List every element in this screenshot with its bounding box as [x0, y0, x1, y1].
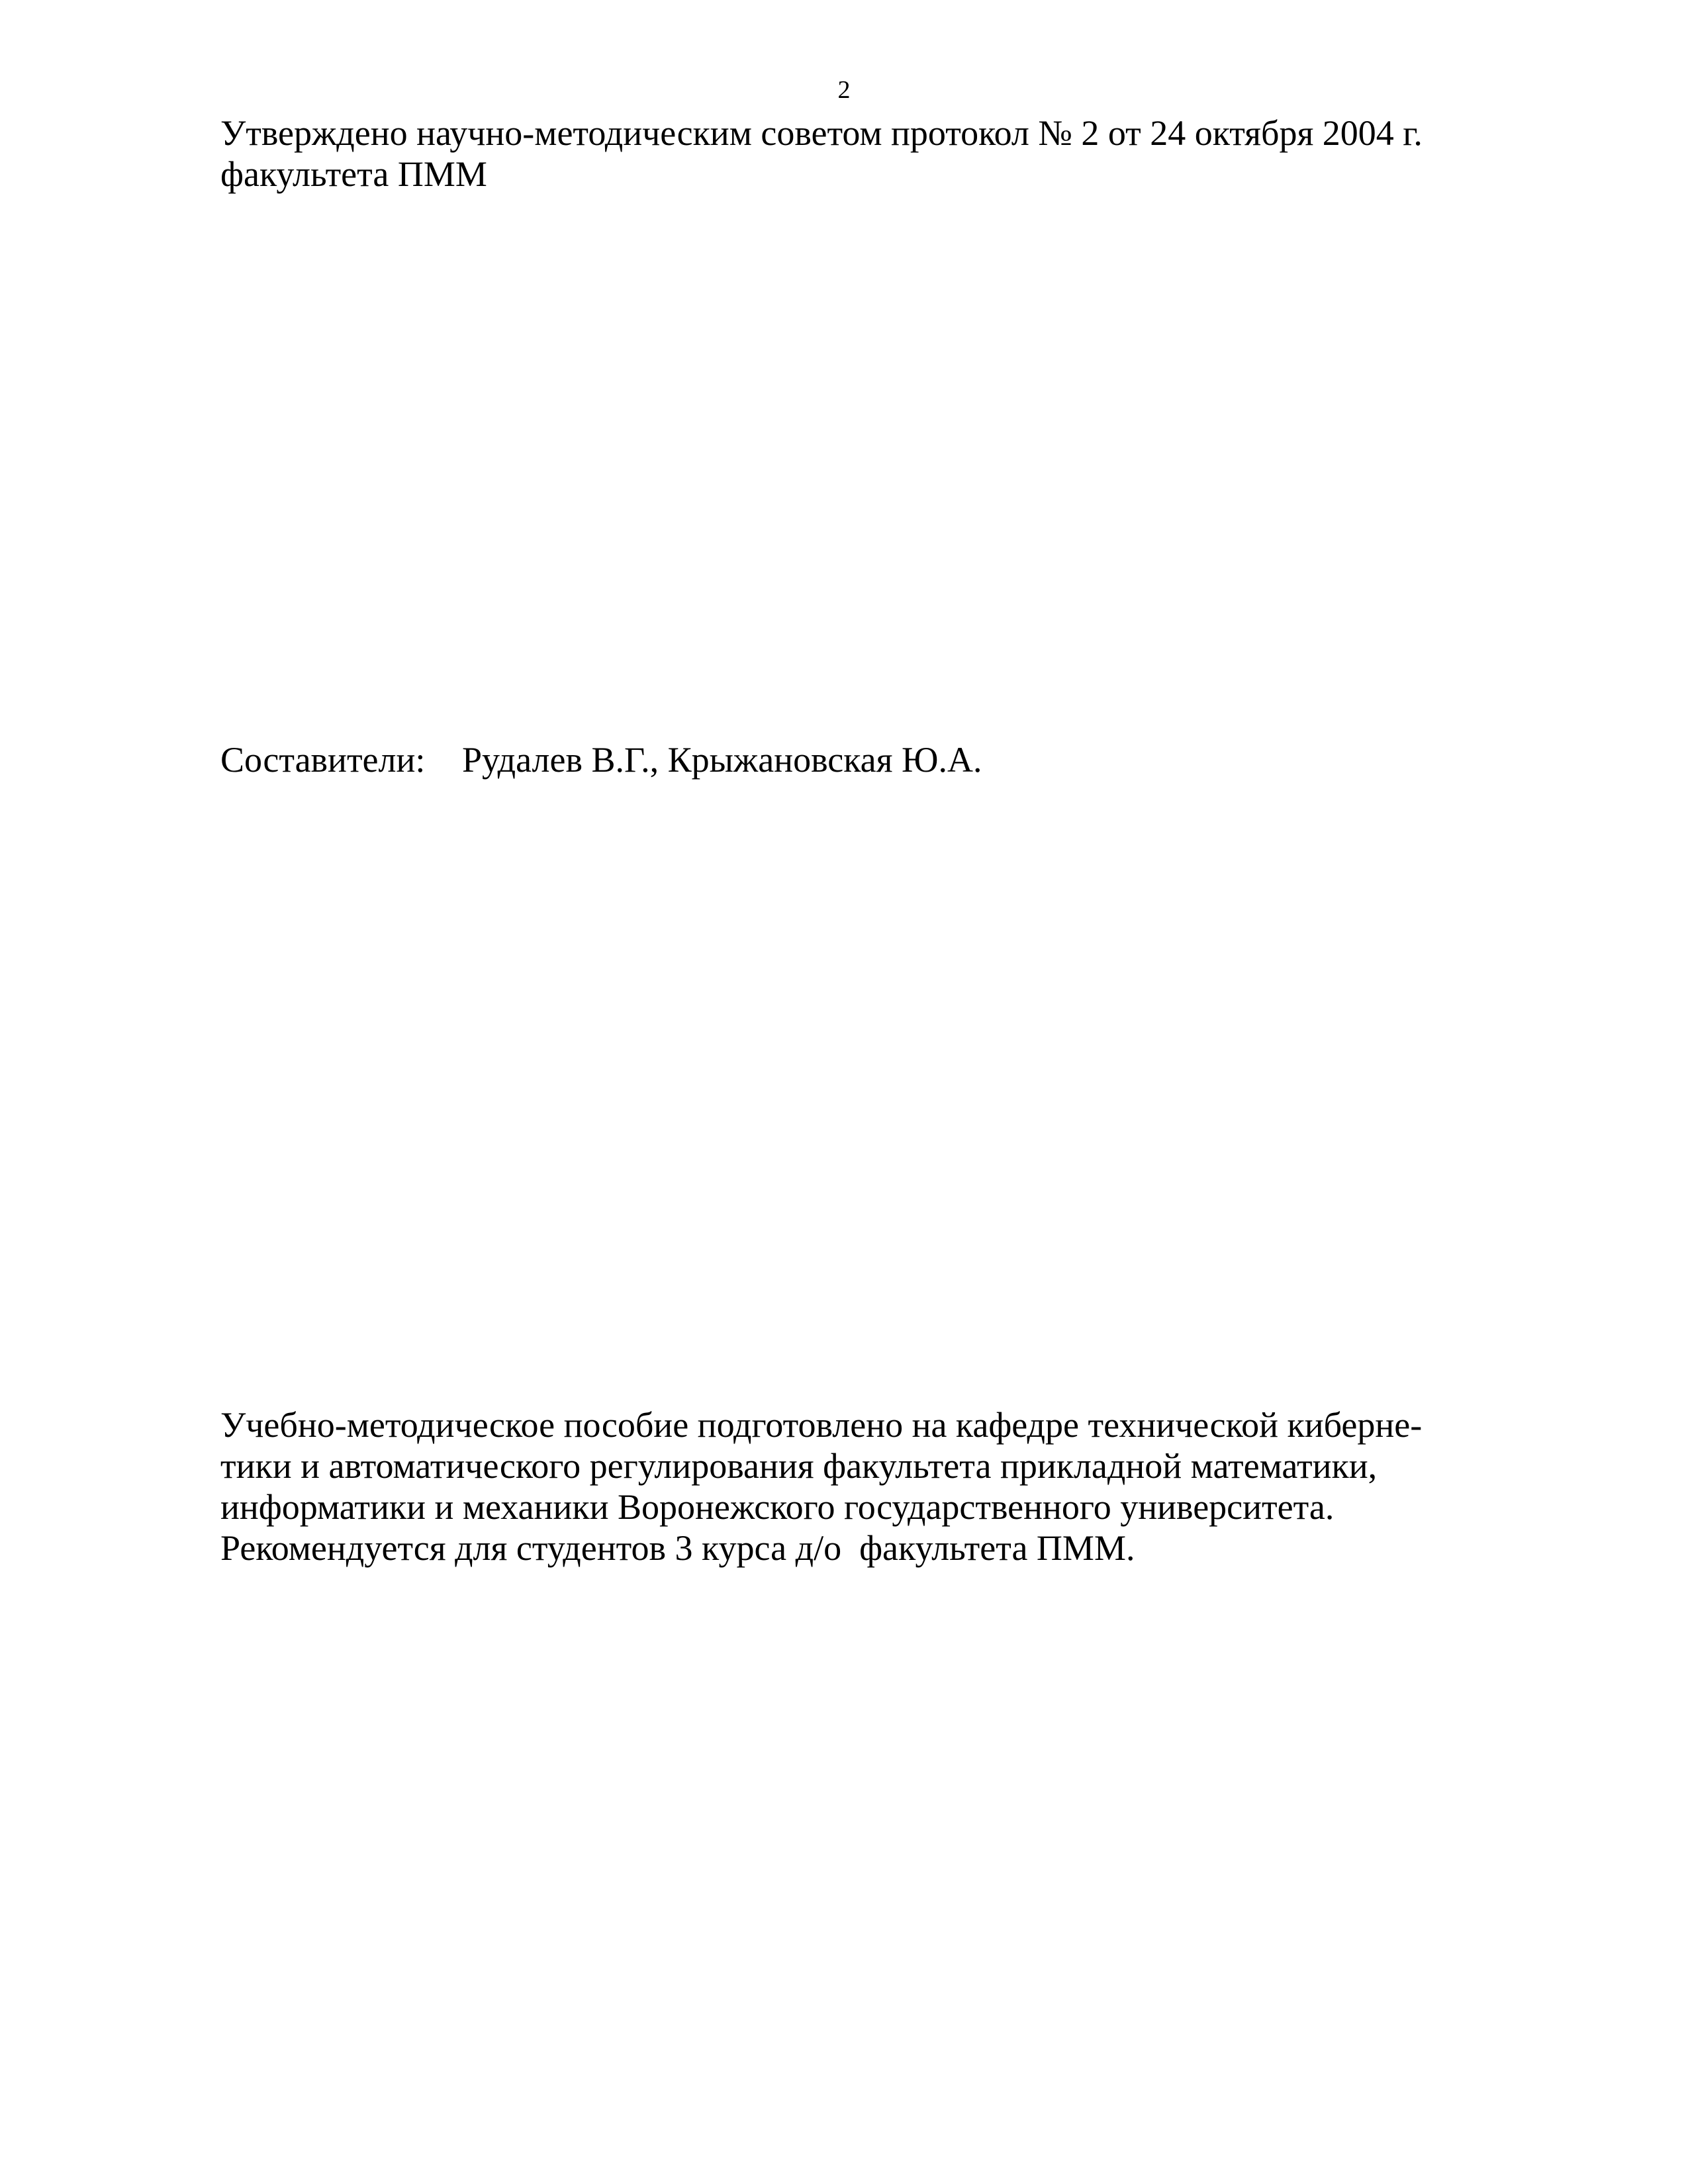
description-line: информатики и механики Воронежского государственного университета.: [220, 1487, 1335, 1527]
description-paragraph: [220, 1404, 1478, 1569]
compilers-names: Рудалев В.Г., Крыжановская Ю.А.: [462, 740, 982, 780]
description-line: Учебно-методическое пособие подготовлено на кафедре технической киберне-: [220, 1405, 1423, 1445]
description-line: тики и автоматического регулирования факультета прикладной математики,: [220, 1446, 1378, 1486]
approval-note: [220, 113, 1478, 195]
compilers-label: Составители:: [220, 740, 426, 780]
description-line: Рекомендуется для студентов 3 курса д/о факультета ПММ.: [220, 1528, 1135, 1568]
compilers-line: [220, 739, 1478, 780]
approval-line: факультета ПММ: [220, 154, 487, 194]
page-number: 2: [837, 76, 851, 104]
approval-line: Утверждено научно-методическим советом протокол № 2 от 24 октября 2004 г.: [220, 113, 1423, 153]
